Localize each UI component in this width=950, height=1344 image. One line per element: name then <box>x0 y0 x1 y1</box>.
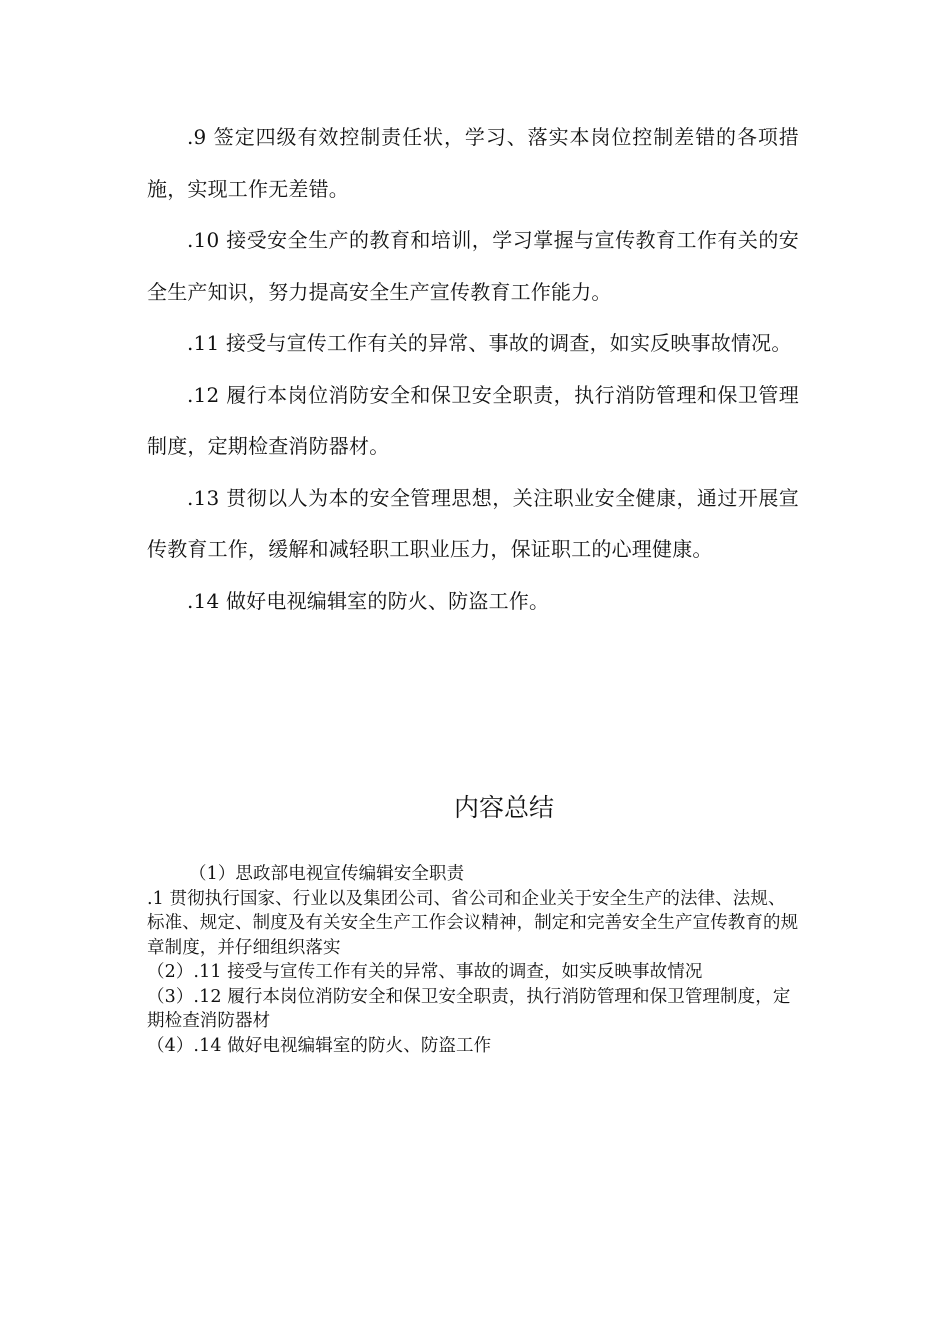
summary-line: （2）.11 接受与宣传工作有关的异常、事故的调查，如实反映事故情况 <box>147 962 703 982</box>
paragraph-item-13: .13 贯彻以人为本的安全管理思想，关注职业安全健康，通过开展宣传教育工作，缓解和减轻职工职业压力，保证职工的心理健康。 <box>147 485 799 561</box>
paragraph-item-11: .11 接受与宣传工作有关的异常、事故的调查，如实反映事故情况。 <box>187 331 792 355</box>
summary-line: （4）.14 做好电视编辑室的防火、防盗工作 <box>147 1035 492 1056</box>
paragraph-item-12: .12 履行本岗位消防安全和保卫安全职责，执行消防管理和保卫管理制度，定期检查消防器材。 <box>147 382 799 458</box>
paragraph-item-9: .9 签定四级有效控制责任状，学习、落实本岗位控制差错的各项措施，实现工作无差错。 <box>147 125 799 201</box>
body-text <box>147 112 799 627</box>
summary-line: （3）.12 履行本岗位消防安全和保卫安全职责，执行消防管理和保卫管理制度，定期检查消防器材 <box>147 986 791 1031</box>
paragraph-item-14: .14 做好电视编辑室的防火、防盗工作。 <box>187 588 550 613</box>
summary-title: 内容总结 <box>453 793 554 822</box>
summary-content <box>147 862 799 1058</box>
paragraph-item-10: .10 接受安全生产的教育和培训，学习掌握与宣传教育工作有关的安全生产知识，努力提高安全生产宣传教育工作能力。 <box>147 228 799 304</box>
summary-line: .1 贯彻执行国家、行业以及集团公司、省公司和企业关于安全生产的法律、法规、标准、规定、制度及有关安全生产工作会议精神，制定和完善安全生产宣传教育的规章制度，并仔细组织落实 <box>147 888 799 958</box>
summary-heading-line: （1）思政部电视宣传编辑安全职责 <box>189 864 465 884</box>
